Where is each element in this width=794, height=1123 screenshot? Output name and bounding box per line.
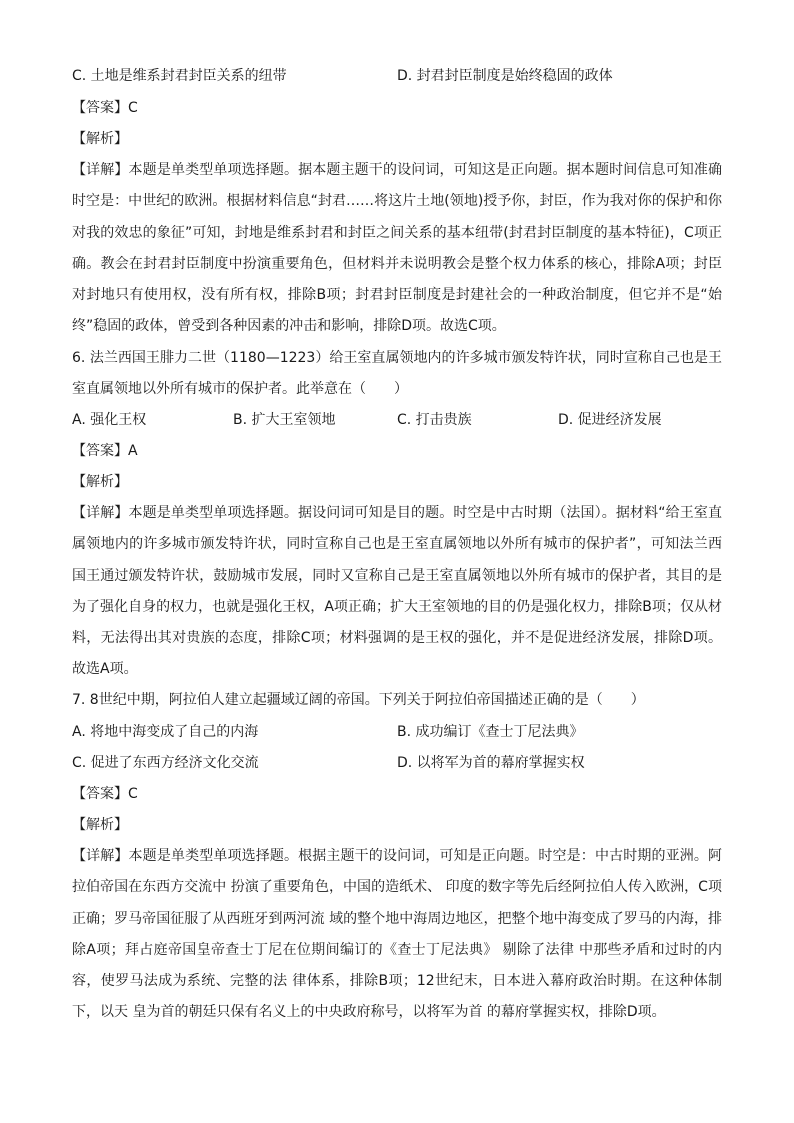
q6-option-a: A. 强化王权 (72, 412, 147, 428)
answer-label: 【答案】 (72, 100, 128, 116)
q6-option-c: C. 打击贵族 (397, 412, 472, 428)
q6-analysis-label: 【解析】 (72, 474, 128, 490)
answer-value: C (128, 100, 138, 116)
q5-answer (72, 98, 138, 118)
q7-option-c: C. 促进了东西方经济文化交流 (72, 755, 259, 771)
answer-label: 【答案】 (72, 786, 128, 802)
answer-value: C (128, 786, 138, 802)
answer-label: 【答案】 (72, 443, 128, 459)
detail-label: 【详解】 (72, 162, 129, 178)
detail-text: 本题是单类型单项选择题。据本题主题干的设问词，可知这是正向题。据本题时间信息可知准确时空是：中世纪的欧洲。根据材料信息“封君……将这片土地(领地)授予你，封臣，作为我对你的保护和你对我的效忠的象征”可知，封地是维系封君和封臣之间关系的基本纽带(封君封臣制度的基本特征)，C项正确。教会在封君封臣制度中扮演重要角色，但材料并未说明教会是整个权力体系的核心，排除A项；封臣对封地只有使用权，没有所有权，排除B项；封君封臣制度是封建社会的一种政治制度，但它并不是“始终”稳固的政体，曾受到各种因素的冲击和影响，排除D项。故选C项。 (72, 162, 723, 335)
q5-analysis-label: 【解析】 (72, 131, 128, 147)
q7-stem: 7. 8世纪中期，阿拉伯人建立起疆域辽阔的帝国。下列关于阿拉伯帝国描述正确的是（ ） (72, 692, 645, 708)
q6-option-d: D. 促进经济发展 (558, 412, 662, 428)
q6-answer (72, 441, 138, 461)
q7-detail (72, 841, 722, 1029)
q6-detail (72, 498, 722, 686)
answer-value: A (128, 443, 138, 459)
detail-label: 【详解】 (72, 848, 129, 864)
q5-detail (72, 155, 722, 343)
q5-option-d: D. 封君封臣制度是始终稳固的政体 (397, 68, 613, 84)
detail-text: 本题是单类型单项选择题。据设问词可知是目的题。时空是中古时期（法国）。据材料“给王室直属领地内的许多城市颁发特许状，同时宣称自己也是王室直属领地以外所有城市的保护者”，可知法兰西国王通过颁发特许状，鼓励城市发展，同时又宣称自己是王室直属领地以外所有城市的保护者，其目的是为了强化自身的权力，也就是强化王权，A项正确；扩大王室领地的目的仍是强化权力，排除B项；仅从材料，无法得出其对贵族的态度，排除C项；材料强调的是王权的强化，并不是促进经济发展，排除D项。故选A项。 (72, 505, 722, 678)
q5-option-c: C. 土地是维系封君封臣关系的纽带 (72, 68, 287, 84)
q6-stem: 6. 法兰西国王腓力二世（1180—1223）给王室直属领地内的许多城市颁发特许状，同时宣称自己也是王室直属领地以外所有城市的保护者。此举意在（ ） (72, 350, 722, 398)
q7-answer (72, 784, 138, 804)
q7-option-d: D. 以将军为首的幕府掌握实权 (397, 755, 585, 771)
detail-label: 【详解】 (72, 505, 129, 521)
q7-option-b: B. 成功编订《查士丁尼法典》 (397, 724, 584, 740)
q7-analysis-label: 【解析】 (72, 817, 128, 833)
detail-text: 本题是单类型单项选择题。根据主题干的设问词，可知是正向题。时空是：中古时期的亚洲。阿拉伯帝国在东西方交流中 扮演了重要角色，中国的造纸术、 印度的数字等先后经阿拉伯人传入欧洲，C项正确；罗马帝国征服了从西班牙到两河流 域的整个地中海周边地区，把整个地中海变成了罗马的内海，排除A项；拜占庭帝国皇帝查士丁尼在位期间编订的《查士丁尼法典》 剔除了法律 中那些矛盾和过时的内容，使罗马法成为系统、完整的法 律体系，排除B项；12世纪末，日本进入幕府政治时期。在这种体制下，以天 皇为首的朝廷只保有名义上的中央政府称号，以将军为首 的幕府掌握实权，排除D项。 (72, 848, 723, 1021)
q7-option-a: A. 将地中海变成了自己的内海 (72, 724, 259, 740)
q6-option-b: B. 扩大王室领地 (233, 412, 336, 428)
